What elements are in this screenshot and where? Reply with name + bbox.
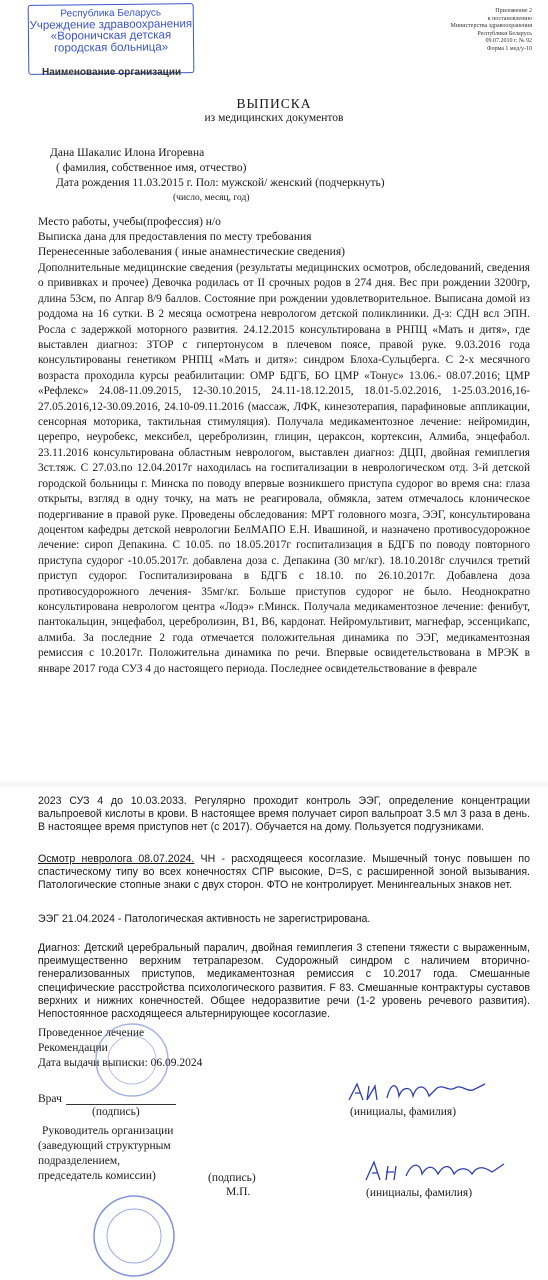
eeg-result: ЭЭГ 21.04.2024 - Патологическая активность не зарегистрирована. bbox=[38, 913, 371, 925]
head-line-2: (заведующий структурным bbox=[38, 1140, 171, 1152]
round-stamp-doctor bbox=[92, 1020, 172, 1100]
patient-dob: Дата рождения 11.03.2015 г. Пол: мужской/ женский (подчеркнуть) bbox=[56, 177, 385, 189]
patient-name-hint: ( фамилия, собственное имя, отчество) bbox=[56, 162, 247, 174]
stamp-line-2: Учреждение здравоохранения bbox=[29, 17, 193, 32]
page-join bbox=[0, 780, 548, 788]
exam-label: Осмотр невролога 08.07.2024. bbox=[38, 853, 195, 865]
patient-dob-hint: (число, месяц, год) bbox=[173, 193, 250, 203]
exam-text: ЧН - расходящееся косоглазие. Мышечный тонус повышен по спастическому типу во всех конечностях СПР высокие, D=S, с расширенной зоной вызывания. Патологические стопные знаки с двух сторон. ФТО не контролирует. Менингеальных знаков нет. bbox=[38, 853, 530, 892]
head-signature bbox=[362, 1156, 512, 1186]
round-stamp-organization bbox=[88, 1192, 180, 1280]
signature-hint: (подпись) bbox=[92, 1106, 140, 1118]
initials-hint: (инициалы, фамилия) bbox=[350, 1106, 457, 1118]
patient-name: Дана Шакалис Илона Игоревна bbox=[50, 147, 205, 159]
stamp-line-4: городская больница» bbox=[54, 40, 169, 55]
recommendations-label: Рекомендации bbox=[38, 1042, 108, 1054]
signature-hint-2: (подпись) bbox=[208, 1172, 256, 1184]
stamp-line-1: Республика Беларусь bbox=[60, 7, 162, 20]
initials-hint-2: (инициалы, фамилия) bbox=[366, 1187, 473, 1199]
document-title: ВЫПИСКА bbox=[236, 96, 312, 111]
doctor-label: Врач bbox=[38, 1093, 62, 1105]
medical-history-text: Дополнительные медицинские сведения (результаты медицинских осмотров, обследований, сведения о прививках и прочее) Девочка родилась от II срочных родов в 274 дня. Вес при рождении 3200гр, длина 53см, по Апгар 8/9 баллов. Состояние при рождении удовлетворительное. Выписана домой из роддома на 16 сутки. В 2 месяца осмотрена неврологом детской поликлиники. Д-з: СДН всл ЭПН. Росла с задержкой моторного развития. 24.12.2015 консультирована в РНПЦ «Мать и дитя», где выставлен диагноз: ЗТОР с гипертонусом в плечевом поясе, правой руке. 9.03.2016 года консультированы генетиком РНПЦ «Мать и дитя»: синдром Блоха-Сульцберга. С 2-х месячного возраста проходила курсы реабилитации: ОМР БДГБ, БО ЦМР «Тонус» 13.06.- 08.07.2016; ЦМР «Рефлекс» 24.08-11.09.2015, 12-30.10.2015, 24.11-18.12.2015, 18.01-5.02.2016, 1-25.03.2016,16-27.05.2016,12-30.09.2016, 24.10-09.11.2016 (массаж, ЛФК, кинезотерапия, парафиновые аппликации, сенсорная моторика, тактильная стимуляция). Получала медикаментозное лечение: нейромидин, церепро, неуробекс, мексибел, церебролизин, глицин, цераксон, кортексин, Алмиба, энцефабол. 23.11.2016 консультирована областным неврологом, выставлен диагноз: ДЦП, двойная гемиплегия 3ст.тяж. С 27.03.по 12.04.2017г находилась на госпитализации в неврологическом отд. 3-й детской городской больницы г. Минска по поводу впервые возникшего приступа судорог во время сна: глаза открыты, взгляд в одну точку, на мать не реагировала, обмякла, затем отмечалось клоническое подергивание в правой руке. Проведены обследования: МРТ головного мозга, ЭЭГ, консультирована доцентом кафедры детской неврологии БелМАПО Е.Н. Ивашиной, и назначено противосудорожное лечение: сироп Депакина. С 10.05. по 18.05.2017г госпитализация в БДГБ по поводу повторного приступа судорог -10.05.2017г. добавлена доза с. Депакина (30 мг/кг). 18.10.2018г случился третий приступ судорог. Госпитализирована в БДГБ с 18.10. по 26.10.2017г. Добавлена доза противосудорожного лечения- 35мг/кг. Больше приступов судорог не было. Неоднократно консультирована неврологом центра «Лодэ» г.Минск. Получала медикаментозное лечение: фенибут, пантокальцин, энцефабол, церебролизин, В1, В6, кардонат. Нейромультивит, магнефар, эссенциkапс, алмиба. За последние 2 года отмечается положительная динамика по ЭЭГ, медикаментозная ремиссия с 10.2017г. Положительна динамика по речи. Впервые освидетельствована в МРЭК в январе 2017 года СУЗ 4 до настоящего периода. Последнее освидетельствование в феврале bbox=[38, 262, 530, 675]
stamp-line-3: «Вороничская детская bbox=[50, 29, 172, 43]
doctor-signature bbox=[345, 1078, 495, 1108]
form-ref-line: Республики Беларусь bbox=[477, 30, 532, 37]
doctor-signature-line bbox=[66, 1104, 176, 1105]
organization-label: Наименование организации bbox=[42, 67, 182, 78]
document-subtitle: из медицинских документов bbox=[204, 112, 344, 124]
form-ref-line: Министерства здравоохранения bbox=[450, 23, 532, 29]
medical-history-continued: 2023 СУЗ 4 до 10.03.2033. Регулярно проходит контроль ЭЭГ, определение концентрации вальпроевой кислоты в крови. В настоящее время получает сироп вальпроат 3.5 мл 3 раза в день. В настоящее время приступов нет (с 2017). Обучается на дому. Пользуется подгузниками. bbox=[38, 795, 530, 834]
neurologist-exam bbox=[38, 853, 530, 893]
head-line-4: председатель комиссии) bbox=[38, 1170, 156, 1182]
form-reference bbox=[422, 8, 532, 53]
date-issued: Дата выдачи выписки: 06.09.2024 bbox=[38, 1057, 203, 1069]
form-ref-line: к постановлению bbox=[487, 15, 532, 22]
issued-for-field: Выписка дана для предоставления по месту требования bbox=[38, 231, 312, 243]
form-ref-line: Приложение 2 bbox=[495, 8, 532, 14]
work-field: Место работы, учебы(профессия) н/о bbox=[38, 216, 221, 228]
head-line-3: подразделением, bbox=[38, 1155, 120, 1167]
form-ref-line: 09.07.2010 г. № 92 bbox=[485, 38, 532, 44]
form-ref-line: Форма 1 мед/у-10 bbox=[486, 45, 532, 52]
diagnosis-text: Диагноз: Детский церебральный паралич, двойная гемиплегия 3 степени тяжести с выраженным, преимущественно верхним тетрапарезом. Судорожный синдром с наличием вторично-генерализованных приступов, медикаментозная ремиссия с 10.2017 года. Смешанные специфические расстройства психологического развития. F 83. Смешанные контрактуры суставов верхних и нижних конечностей. Общее недоразвитие речи (1-2 уровень речевого развития). Непостоянное расходящееся альтернирующее косоглазие. bbox=[38, 942, 530, 1021]
diseases-field: Перенесенные заболевания ( иные анамнестические сведения) bbox=[38, 246, 345, 258]
organization-stamp bbox=[28, 3, 195, 75]
head-line-1: Руководитель организации bbox=[42, 1125, 174, 1137]
treatment-label: Проведенное лечение bbox=[38, 1027, 145, 1039]
mp-label: М.П. bbox=[226, 1186, 251, 1198]
